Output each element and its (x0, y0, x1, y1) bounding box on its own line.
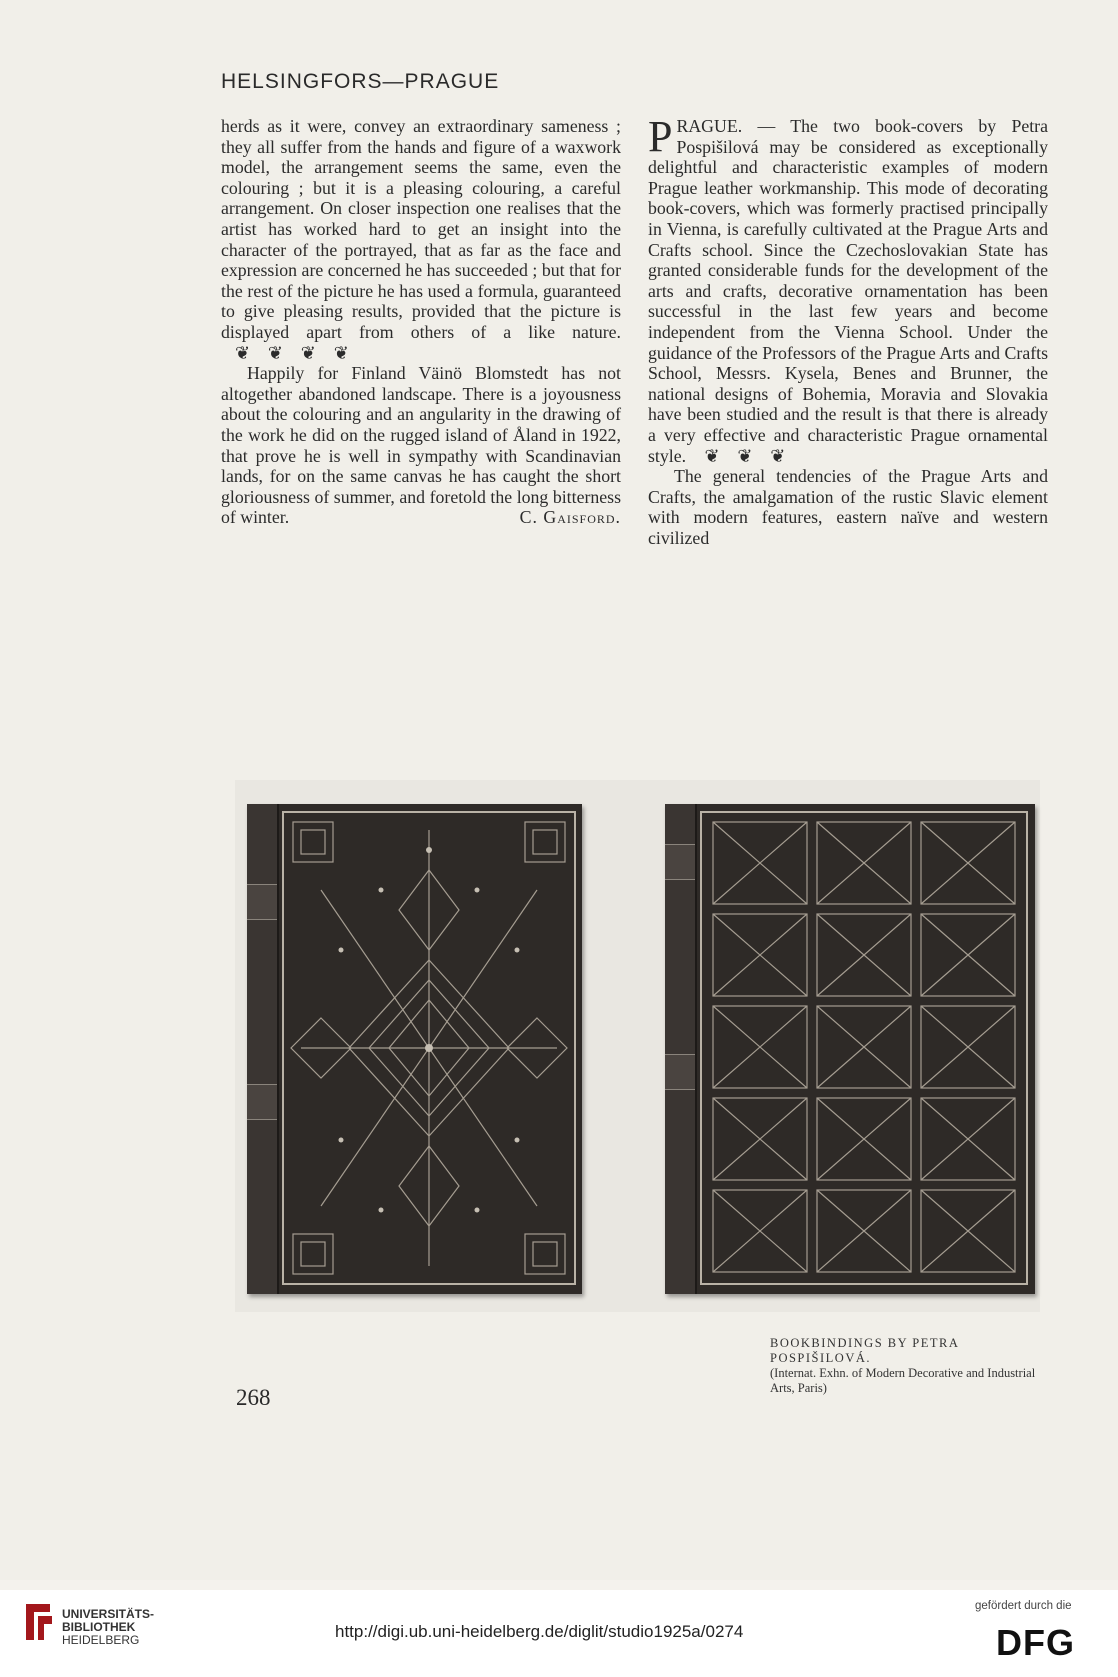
ornament-glyphs: ❦❦❦❦ (235, 342, 367, 363)
digitization-footer (0, 1590, 1118, 1677)
right-paragraph-1: P RAGUE. — The two book-covers by Petra Pospišilová may be considered as exceptionally delightful and characteristic examples of modern Prague leather workmanship. This mode of decorating book-covers, which was formerly practised principally in Vienna, is carefully cultivated at the Prague Arts and Crafts school. Since the Czechoslovakian State has granted considerable funds for the development of the arts and crafts, decorative ornamentation has been successful in the last few years and become independent from the Vienna School. Under the guidance of the Professors of the Prague Arts and Crafts School, Messrs. Kysela, Benes and Brunner, the national designs of Bohemia, Moravia and Slovakia have been studied and the result is that there is already a very effective and characteristic Prague ornamental style. ❦❦❦ (648, 112, 1048, 466)
right-column (648, 112, 1048, 548)
spine-label (247, 884, 277, 920)
caption-title: BOOKBINDINGS BY PETRA POSPIŠILOVÁ. (770, 1336, 959, 1365)
floral-ornament-icon (281, 810, 577, 1286)
library-logo-icon (24, 1600, 54, 1644)
book-cover-floral (247, 804, 582, 1294)
spine-label (665, 844, 695, 880)
source-url[interactable]: http://digi.ub.uni-heidelberg.de/diglit/studio1925a/0274 (335, 1622, 744, 1641)
left-paragraph-2: Happily for Finland Väinö Blomstedt has not altogether abandoned landscape. There is a joyousness about the colouring and an angularity in the drawing of the work he did on the rugged island of Åland in 1922, that prove he is well in sympathy with Scandinavian lands, for on the same canvas he has caught the short gloriousness of summer, and foretold the long bitterness of winter. C. Gaisford. (221, 363, 621, 528)
book-spine (247, 804, 279, 1294)
spine-label (247, 1084, 277, 1120)
drop-cap: P (648, 112, 673, 161)
left-paragraph-1: herds as it were, convey an extraordinary sameness ; they all suffer from the hands and figure of a waxwork model, the arrangement seems the same, even the colouring ; but it is a pleasing colouring, a careful arrangement. On closer inspection one realises that the artist has worked hard to get an insight into the character of the portrayed, that as far as the face and expression are concerned he has succeeded ; but that for the rest of the picture he has used a formula, guaranteed to give pleasing results, provided that the picture is displayed apart from others of a like nature. ❦❦❦❦ (221, 116, 621, 363)
caption-note: (Internat. Exhn. of Modern Decorative and Industrial Arts, Paris) (770, 1366, 1036, 1395)
left-column (221, 116, 621, 528)
funded-by-label: gefördert durch die (975, 1600, 1072, 1612)
running-head: HELSINGFORS—PRAGUE (221, 70, 500, 93)
library-name: UNIVERSITÄTS- BIBLIOTHEK HEIDELBERG (62, 1607, 155, 1647)
right-paragraph-2: The general tendencies of the Prague Arts and Crafts, the amalgamation of the rustic Slavic element with modern features, eastern naïve and western civilized (648, 466, 1048, 548)
author-signature: C. Gaisford. (519, 507, 621, 528)
geometric-ornament-icon (699, 810, 1029, 1286)
ornament-glyphs: ❦❦❦ (704, 445, 804, 466)
bookbinding-photograph (235, 780, 1040, 1312)
page-number: 268 (236, 1385, 271, 1410)
spine-label (665, 1054, 695, 1090)
book-spine (665, 804, 697, 1294)
plate-caption (770, 1336, 1055, 1396)
dfg-logo: DFG (996, 1622, 1075, 1663)
book-cover-geometric (665, 804, 1035, 1294)
